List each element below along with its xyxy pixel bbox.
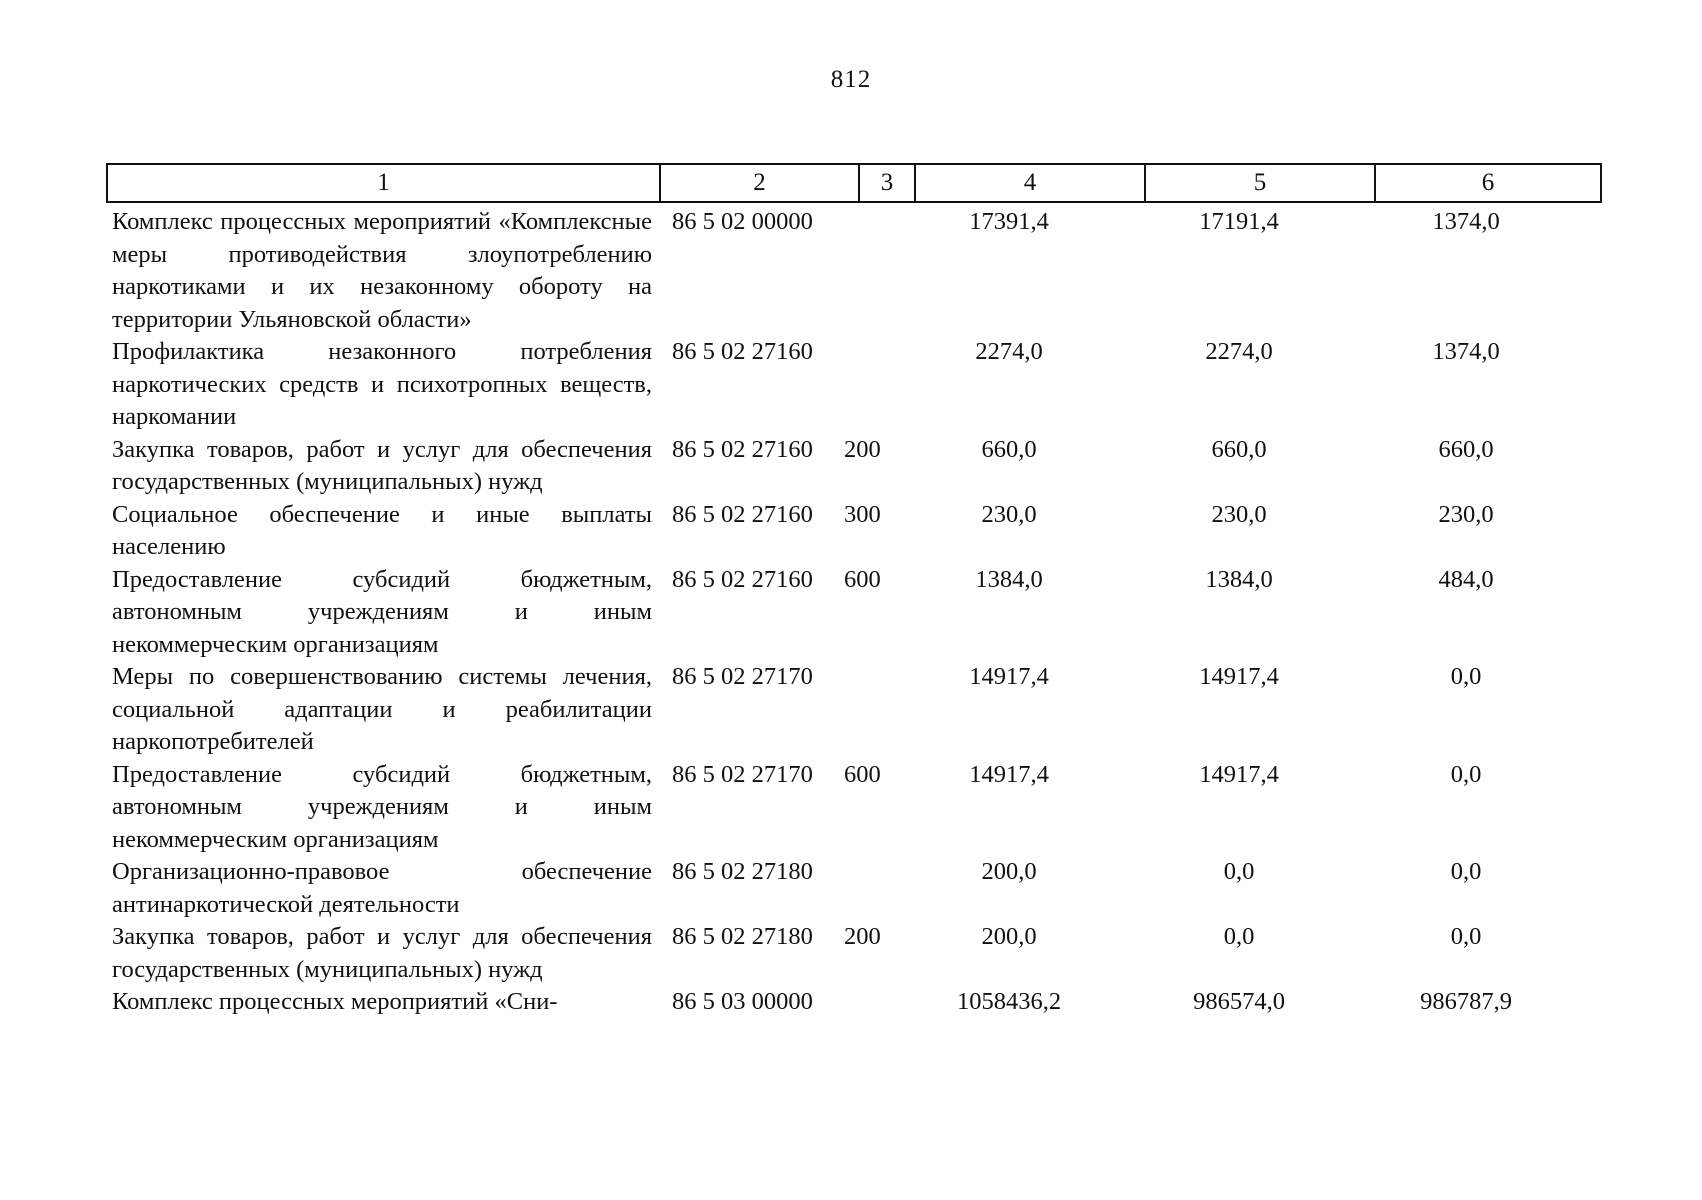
row-name: Социальное обеспечение и иные выплаты населению: [112, 500, 652, 560]
row-value-4: 660,0: [981, 435, 1037, 463]
row-value-6: 0,0: [1450, 663, 1482, 690]
row-value-5: 1384,0: [1205, 565, 1273, 593]
row-value-6: 484,0: [1438, 565, 1494, 593]
row-type: 200: [844, 923, 881, 950]
row-value-5: 14917,4: [1199, 663, 1279, 690]
table-body: [112, 206, 1602, 1019]
row-value-5: 14917,4: [1199, 760, 1279, 788]
table-row: [112, 499, 1602, 564]
row-code: 86 5 02 27160: [672, 435, 813, 463]
row-value-6: 230,0: [1438, 500, 1494, 528]
row-value-4: 1058436,2: [956, 988, 1062, 1015]
table-row: [112, 434, 1602, 499]
table-row: [112, 661, 1602, 759]
row-name: Предоставление субсидий бюджетным, автономным учреждениям и иным некоммерческим организациям: [112, 565, 652, 658]
row-code: 86 5 03 00000: [672, 988, 813, 1015]
row-name: Закупка товаров, работ и услуг для обеспечения государственных (муниципальных) нужд: [112, 435, 652, 495]
row-value-4: 200,0: [981, 858, 1037, 885]
table-row: [112, 336, 1602, 434]
row-name: Меры по совершенствованию системы лечения, социальной адаптации и реабилитации наркопотребителей: [112, 663, 652, 755]
column-header-1: 1: [108, 165, 661, 201]
row-name: Предоставление субсидий бюджетным, автономным учреждениям и иным некоммерческим организациям: [112, 760, 652, 853]
row-name: Комплекс процессных мероприятий «Сни-: [112, 988, 558, 1015]
row-code: 86 5 02 27180: [672, 923, 813, 950]
row-value-4: 230,0: [981, 500, 1037, 528]
row-value-4: 2274,0: [975, 338, 1043, 365]
row-type: 200: [844, 435, 881, 463]
row-type: [838, 986, 894, 1019]
row-name: Профилактика незаконного потребления наркотических средств и психотропных веществ, наркомании: [112, 338, 652, 430]
column-header-6: 6: [1481, 169, 1495, 196]
table-row: [112, 921, 1602, 986]
row-code: 86 5 02 27160: [672, 338, 813, 365]
row-value-5: 0,0: [1223, 923, 1255, 950]
column-header-2: 2: [661, 165, 860, 201]
row-code: 86 5 02 00000: [672, 208, 813, 235]
page-number: 812: [830, 66, 872, 93]
row-type: [838, 856, 894, 921]
row-type: 600: [844, 760, 881, 788]
row-value-5: 986574,0: [1193, 988, 1285, 1015]
table-row: [112, 986, 1602, 1019]
table-header: [106, 163, 1602, 203]
row-value-4: 200,0: [981, 923, 1037, 950]
row-value-4: 14917,4: [969, 663, 1049, 690]
row-value-6: 986787,9: [1420, 988, 1512, 1015]
table-row: [112, 206, 1602, 336]
row-value-6: 0,0: [1450, 858, 1482, 885]
row-code: 86 5 02 27160: [672, 565, 813, 593]
row-value-6: 0,0: [1450, 923, 1482, 950]
table-row: [112, 564, 1602, 662]
row-name: Закупка товаров, работ и услуг для обеспечения государственных (муниципальных) нужд: [112, 923, 652, 983]
row-value-4: 17391,4: [969, 208, 1049, 235]
row-value-5: 230,0: [1211, 500, 1267, 528]
column-header-3: 3: [860, 165, 916, 201]
row-value-5: 2274,0: [1205, 338, 1273, 365]
row-value-5: 660,0: [1211, 435, 1267, 463]
row-value-6: 660,0: [1438, 435, 1494, 463]
row-value-6: 1374,0: [1432, 338, 1500, 365]
row-name: Комплекс процессных мероприятий «Комплексные меры противодействия злоупотреблению наркотиками и их незаконному обороту на территории Ульяновской области»: [112, 208, 652, 333]
row-type: [838, 661, 894, 759]
row-value-5: 0,0: [1223, 858, 1255, 885]
row-type: 300: [844, 500, 881, 528]
row-value-4: 1384,0: [975, 565, 1043, 593]
row-value-6: 1374,0: [1432, 208, 1500, 235]
row-code: 86 5 02 27180: [672, 858, 813, 885]
column-header-5: 5: [1146, 165, 1376, 201]
column-header-4: 4: [916, 165, 1146, 201]
row-code: 86 5 02 27170: [672, 760, 813, 788]
row-value-6: 0,0: [1450, 760, 1482, 788]
row-code: 86 5 02 27160: [672, 500, 813, 528]
table-row: [112, 856, 1602, 921]
row-type: [838, 206, 894, 336]
row-name: Организационно-правовое обеспечение антинаркотической деятельности: [112, 858, 652, 918]
row-type: [838, 336, 894, 434]
row-type: 600: [844, 565, 881, 593]
row-code: 86 5 02 27170: [672, 663, 813, 690]
row-value-5: 17191,4: [1199, 208, 1279, 235]
table-row: [112, 759, 1602, 857]
row-value-4: 14917,4: [969, 760, 1049, 788]
